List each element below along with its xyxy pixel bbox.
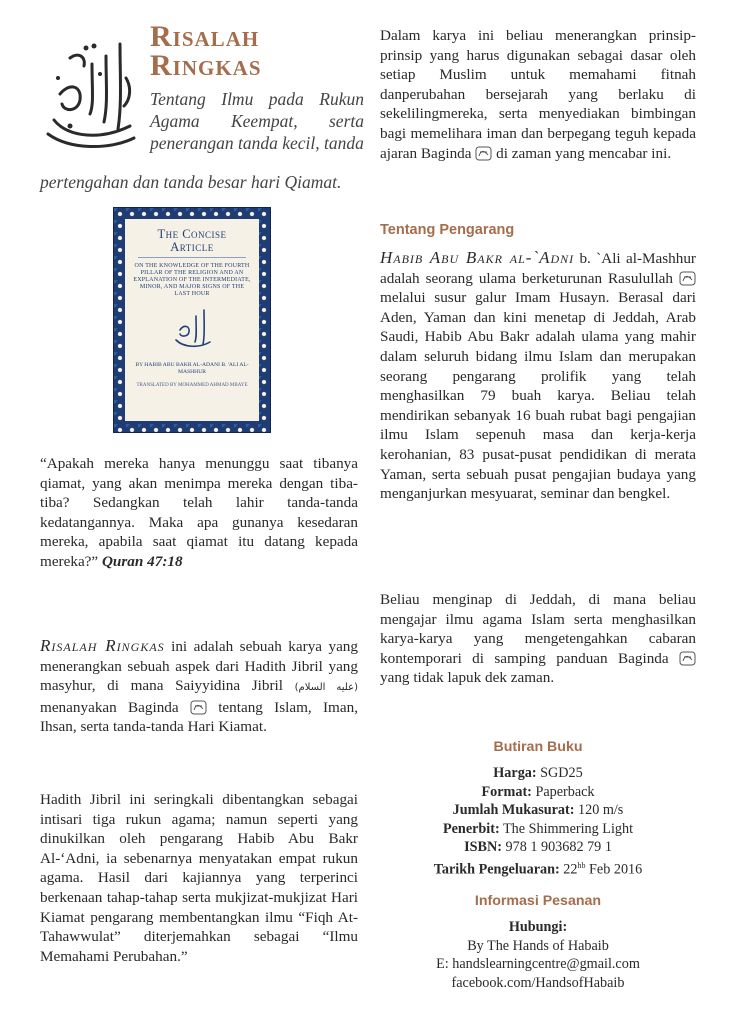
cover-title: The Concise Article (138, 228, 246, 258)
salawat-icon (679, 271, 696, 286)
intro-text-3: tentang Islam, Iman, Ihsan, serta tanda-tanda Hari Kiamat. (40, 698, 358, 736)
book-details-heading: Butiran Buku (493, 739, 583, 755)
residence-text-2: yang tidak lapuk dek zaman. (380, 669, 555, 687)
pages-label: Jumlah Mukasurat: (452, 802, 575, 819)
detail-release (380, 857, 696, 879)
subtitle-tail: pertengahan dan tanda besar hari Qiamat. (40, 172, 342, 192)
arabic-calligraphy-icon (40, 34, 140, 152)
author-name: Habib Abu Bakr al-`Adni (380, 248, 575, 267)
release-day: 22 (559, 861, 578, 878)
author-heading: Tentang Pengarang (380, 222, 515, 238)
format-label: Format: (481, 783, 532, 800)
price-value: SGD25 (536, 765, 583, 781)
cover-description: ON THE KNOWLEDGE OF THE FOURTH PILLAR OF THE RELIGION AND AN EXPLANATION OF THE INTERMEDIATE, MINOR, AND MAJOR SIGNS OF THE LAST HOUR (133, 263, 251, 297)
right-intro-text-1: Dalam karya ini beliau menerangkan prinsip-prinsip yang harus digunakan sebagai dasar oleh setiap Muslim untuk memahami fitnah danperubahan bersejarah yang berlaku di sekelilingmereka, serta menyediakan bimbingan bagi memelihara iman dan berpegang teguh kepada ajaran Baginda (380, 27, 696, 162)
contact-name: By The Hands of Habaib (467, 937, 609, 954)
quran-quote (40, 454, 358, 572)
title-line-1: Risalah (150, 20, 260, 53)
cover-calligraphy-icon (168, 304, 216, 352)
author-text-1: b. `Ali al-Mashhur adalah seorang ulama berketurunan Rasulullah (380, 250, 696, 287)
price-label: Harga: (493, 765, 537, 781)
detail-publisher (380, 820, 696, 839)
left-column (40, 20, 364, 965)
publisher-value: The Shimmering Light (499, 820, 634, 837)
detail-format (380, 783, 696, 802)
book-cover (113, 207, 271, 433)
intro-lead: Risalah Ringkas (40, 636, 165, 655)
right-intro-paragraph (380, 26, 696, 163)
author-paragraph (380, 248, 696, 504)
isbn-value: 978 1 903682 79 1 (501, 839, 612, 856)
residence-paragraph (380, 590, 696, 688)
cover-author: BY HABIB ABU BAKR AL-ADANI B. 'ALI AL-MASHHUR (135, 362, 249, 375)
release-month-year: Feb 2016 (585, 861, 643, 878)
contact-email[interactable]: E: handslearningcentre@gmail.com (436, 956, 640, 973)
intro-text-1: ini adalah sebuah karya yang menerangkan sebuah aspek dari Hadith Jibril yang masyhur, di mana Saiyyidina Jibril (40, 638, 358, 695)
quote-reference: Quran 47:18 (101, 552, 183, 570)
contact-label: Hubungi: (508, 919, 568, 935)
residence-text-1: Beliau menginap di Jeddah, di mana beliau mengajar ilmu agama Islam serta menghasilkan karya-karya yang mengetengahkan cabaran kontemporari di samping panduan Baginda (380, 591, 696, 667)
detail-isbn (380, 838, 696, 857)
isbn-label: ISBN: (464, 839, 502, 856)
quote-text: “Apakah mereka hanya menunggu saat tibanya qiamat, yang akan menimpa mereka dengan tiba-tiba? Sedangkan telah lahir tanda-tanda kedatangannya. Maka apa gunanya kesedaran mereka, apabila saat qiamat itu datang kepada mereka?” (40, 455, 358, 570)
release-label: Tarikh Pengeluaran: (433, 861, 560, 878)
pages-value: 120 m/s (574, 802, 624, 819)
salawat-icon (190, 700, 207, 715)
book-cover-page (125, 219, 259, 421)
order-info (380, 918, 696, 992)
arabic-honorific: (عليه السلام) (294, 682, 358, 694)
cover-translator: TRANSLATED BY MOHAMMED AHMAD MBAYE (136, 383, 248, 388)
salawat-icon (475, 146, 492, 161)
format-value: Paperback (531, 783, 595, 800)
intro-text-2: menanyakan Baginda (40, 698, 190, 716)
header (40, 22, 364, 192)
detail-price (380, 764, 696, 783)
book-details (380, 764, 696, 879)
intro-paragraph (40, 636, 358, 737)
author-text-2: melalui susur galur Imam Husayn. Berasal dari Aden, Yaman dan kini menetap di Jeddah, Arab Saudi, Habib Abu Bakr adalah ulama yang mahir dalam seluruh bidang ilmu Islam dan merupakan seorang pengarang prolifik yang telah menghasilkan 79 buah karya. Beliau telah mendirikan sebanyak 16 buah rubat bagi pengajian ilmu Islam sepenuh masa dan kerja-kerja kerohanian, 83 pusat-pusat pendidikan di merata Yaman, serta sebuah pusat pengajian budaya yang menganjurkan mesyuarat, seminar dan bengkel. (380, 289, 696, 503)
release-suffix: hb (577, 860, 586, 870)
title-line-2: Ringkas (150, 49, 262, 82)
hadith-paragraph: Hadith Jibril ini seringkali dibentangkan sebagai intisari tiga rukun agama; namun seperti yang dinukilkan oleh pengarang Habib Abu Bakr Al-‘Adni, ia sebenarnya menyatakan empat rukun agama. Hasil dari kajiannya yang terperinci berkenaan tahap-tahap serta mukjizat-mukjizat Hari Kiamat pengarang membentangkan ilmu “Fiqh At-Tahawwulat” diterjemahkan sebagai “Ilmu Memahami Perubahan.” (40, 791, 358, 965)
order-heading: Informasi Pesanan (474, 893, 602, 909)
subtitle: Tentang Ilmu pada Rukun Agama Keempat, serta penerangan tanda kecil, tanda (150, 89, 364, 153)
contact-facebook[interactable]: facebook.com/HandsofHabaib (451, 974, 625, 991)
page-title (150, 22, 262, 80)
right-intro-text-2: di zaman yang mencabar ini. (492, 144, 672, 162)
publisher-label: Penerbit: (442, 820, 500, 837)
detail-pages (380, 801, 696, 820)
salawat-icon (679, 651, 696, 666)
